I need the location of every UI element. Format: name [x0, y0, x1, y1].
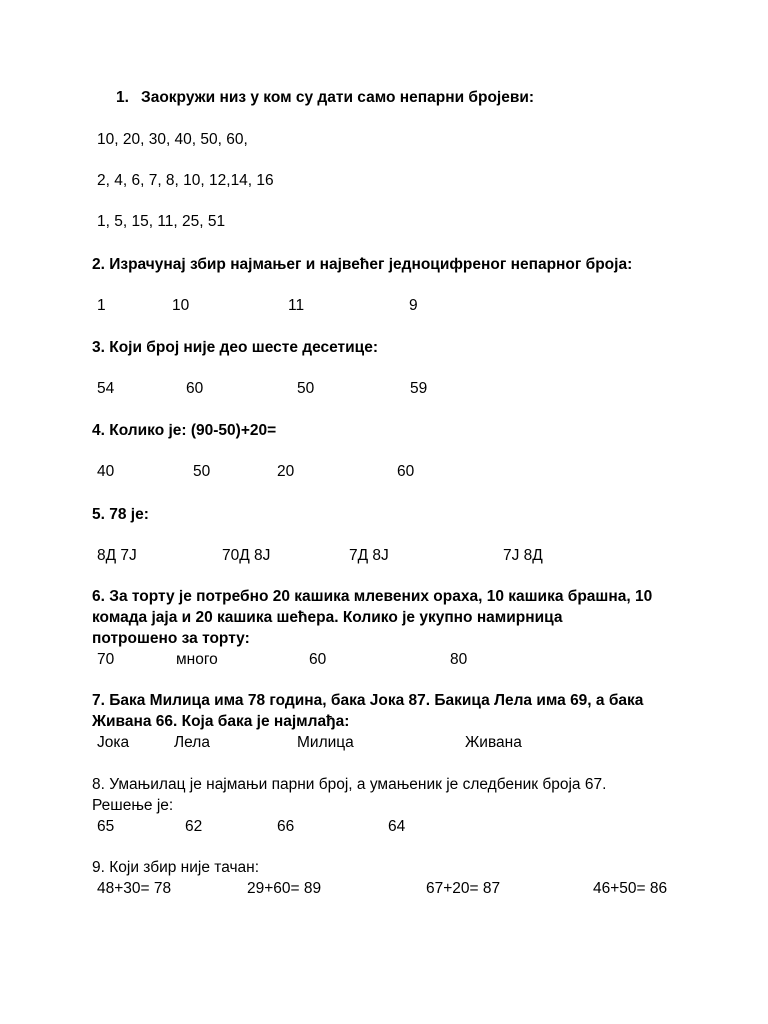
- question-7-option-d: Живана: [465, 734, 522, 751]
- question-1-option-c: 1, 5, 15, 11, 25, 51: [97, 213, 226, 230]
- question-2-option-c: 11: [288, 297, 305, 314]
- question-9-option-d: 46+50= 86: [593, 880, 668, 897]
- question-7-text-line-1: 7. Бака Милица има 78 година, бака Јока 87. Бакица Лела има 69, а бака: [92, 692, 644, 709]
- question-8-text-line-2: Решење је:: [92, 797, 174, 814]
- question-6-option-a: 70: [97, 651, 115, 668]
- question-8-text-line-1: 8. Умањилац је најмањи парни број, а умањеник је следбеник броја 67.: [92, 776, 607, 793]
- question-3-option-a: 54: [97, 380, 115, 397]
- question-1-option-a: 10, 20, 30, 40, 50, 60,: [97, 131, 248, 148]
- question-1-text: Заокружи низ у ком су дати само непарни бројеви:: [141, 89, 535, 106]
- question-5-text: 5. 78 је:: [92, 506, 149, 523]
- question-6-option-b: много: [176, 651, 218, 668]
- question-9-text: 9. Који збир није тачан:: [92, 859, 260, 876]
- question-4-option-b: 50: [193, 463, 211, 480]
- question-3-text: 3. Који број није део шесте десетице:: [92, 339, 378, 356]
- question-5-option-b: 70Д 8Ј: [222, 547, 271, 564]
- question-4-option-a: 40: [97, 463, 115, 480]
- question-6-option-d: 80: [450, 651, 468, 668]
- question-7-option-a: Јока: [97, 734, 130, 751]
- question-8-option-b: 62: [185, 818, 203, 835]
- question-6-text-line-2: комада јаја и 20 кашика шећера. Колико је укупно намирница: [92, 609, 563, 626]
- question-2-option-d: 9: [409, 297, 418, 314]
- question-7-option-c: Милица: [297, 734, 354, 751]
- question-3-option-b: 60: [186, 380, 204, 397]
- question-2-text: 2. Израчунај збир најмањег и највећег једноцифреног непарног броја:: [92, 256, 633, 273]
- question-9-option-c: 67+20= 87: [426, 880, 501, 897]
- question-8-option-c: 66: [277, 818, 295, 835]
- question-9-option-b: 29+60= 89: [247, 880, 322, 897]
- question-7-option-b: Лела: [174, 734, 210, 751]
- question-5-option-d: 7Ј 8Д: [503, 547, 543, 564]
- question-3-option-d: 59: [410, 380, 428, 397]
- question-9-option-a: 48+30= 78: [97, 880, 172, 897]
- question-8-option-a: 65: [97, 818, 115, 835]
- question-5-option-a: 8Д 7Ј: [97, 547, 137, 564]
- question-6-text-line-3: потрошено за торту:: [92, 630, 250, 647]
- question-4-text: 4. Колико је: (90-50)+20=: [92, 422, 277, 439]
- question-4-option-c: 20: [277, 463, 295, 480]
- question-6-text-line-1: 6. За торту је потребно 20 кашика млевених ораха, 10 кашика брашна, 10: [92, 588, 653, 605]
- question-7-text-line-2: Живана 66. Која бака је најмлађа:: [92, 713, 350, 730]
- question-2-option-b: 10: [172, 297, 190, 314]
- question-8-option-d: 64: [388, 818, 406, 835]
- question-5-option-c: 7Д 8Ј: [349, 547, 389, 564]
- question-3-option-c: 50: [297, 380, 315, 397]
- question-6-option-c: 60: [309, 651, 327, 668]
- question-4-option-d: 60: [397, 463, 415, 480]
- question-1-number: 1.: [116, 89, 129, 106]
- question-2-option-a: 1: [97, 297, 106, 314]
- question-1-option-b: 2, 4, 6, 7, 8, 10, 12,14, 16: [97, 172, 274, 189]
